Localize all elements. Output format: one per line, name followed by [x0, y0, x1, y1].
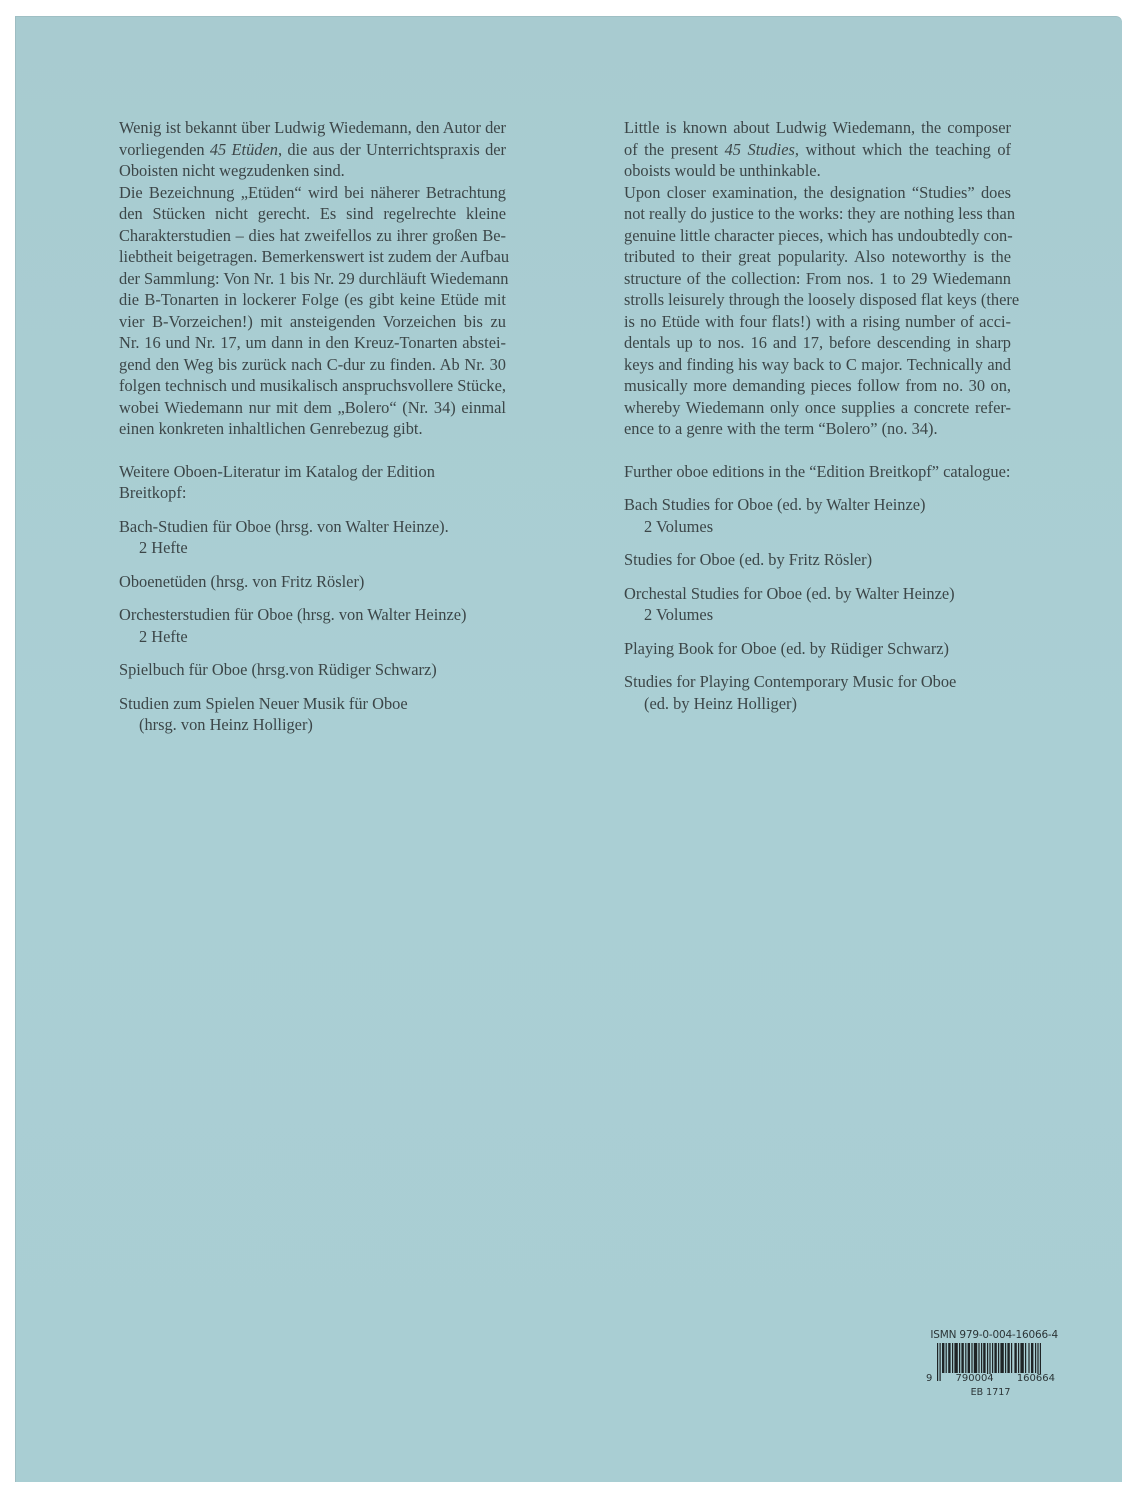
text-line: is no Etüde with four flats!) with a rising number of acci-: [624, 311, 1011, 331]
catalog-item-volumes: 2 Volumes: [644, 516, 714, 536]
barcode-digits-left: 790004: [955, 1373, 994, 1384]
barcode-image: [923, 1343, 1058, 1383]
text-line: whereby Wiedemann only once supplies a concrete refer-: [624, 397, 1011, 417]
barcode-digits: [923, 1374, 1058, 1384]
text-line: Charakterstudien – dies hat zweifellos zu ihrer großen Be-: [119, 225, 506, 245]
text-line: liebtheit beigetragen. Bemerkenswert ist zudem der Aufbau: [119, 247, 510, 266]
catalog-item: [624, 494, 1011, 537]
catalog-item-title: Oboenetüden (hrsg. von Fritz Rösler): [119, 571, 365, 591]
barcode-block: [923, 1329, 1058, 1398]
catalog-item-editor: (ed. by Heinz Holliger): [644, 693, 797, 713]
german-catalog-heading: Weitere Oboen-Literatur im Katalog der Edition Breitkopf:: [119, 461, 435, 502]
text-line: vier B-Vorzeichen!) mit ansteigenden Vorzeichen bis zu: [119, 311, 506, 331]
text-line: ence to a genre with the term “Bolero” (no. 34).: [624, 419, 938, 438]
text-fragment: vorliegenden: [119, 139, 210, 159]
german-column: [119, 117, 510, 748]
text-line: tributed to their great popularity. Also noteworthy is the: [624, 247, 1011, 266]
back-cover-page: [15, 16, 1122, 1482]
text-fragment: of the present: [624, 139, 725, 159]
text-line: not really do justice to the works: they are nothing less than: [624, 204, 1016, 223]
edition-number: EB 1717: [970, 1387, 1011, 1398]
text-line: die B-Tonarten in lockerer Folge (es gibt keine Etüde mit: [119, 290, 506, 309]
catalog-item: [624, 638, 1011, 660]
text-line: Little is known about Ludwig Wiedemann, the composer: [624, 118, 1011, 137]
work-title-italic: 45 Etüden: [209, 139, 278, 159]
text-line: Oboisten nicht wegzudenken sind.: [119, 161, 345, 180]
text-line: gend den Weg bis zurück nach C-dur zu finden. Ab Nr. 30: [119, 354, 506, 374]
text-line: dentals up to nos. 16 and 17, before descending in sharp: [624, 333, 1011, 352]
german-intro-paragraph: [119, 117, 506, 182]
text-line: strolls leisurely through the loosely disposed flat keys (there: [624, 290, 1020, 309]
catalog-item-volumes: 2 Hefte: [139, 626, 188, 646]
catalog-item: [119, 516, 506, 559]
catalog-item: [624, 671, 1011, 714]
text-line: genuine little character pieces, which has undoubtedly con-: [624, 225, 1013, 245]
catalog-item-title: Orchesterstudien für Oboe (hrsg. von Walter Heinze): [119, 605, 467, 624]
text-line: [119, 139, 506, 161]
text-line: wobei Wiedemann nur mit dem „Bolero“ (Nr. 34) einmal: [119, 397, 506, 417]
text-line: einen konkreten inhaltlichen Genrebezug gibt.: [119, 419, 423, 438]
barcode-digits-right: 160664: [1016, 1373, 1055, 1384]
catalog-item-volumes: 2 Hefte: [139, 538, 188, 557]
catalog-item: [119, 604, 506, 647]
catalog-item: [624, 549, 1011, 571]
catalog-item-title: Bach Studies for Oboe (ed. by Walter Heinze): [624, 495, 926, 514]
text-line: den Stücken nicht gerecht. Es sind regelrechte kleine: [119, 204, 506, 223]
ismn-label: ISMN 979-0-004-16066-4: [930, 1329, 1058, 1341]
catalog-item-title: Studies for Oboe (ed. by Fritz Rösler): [624, 550, 873, 569]
catalog-item-editor: (hrsg. von Heinz Holliger): [139, 715, 313, 734]
text-line: structure of the collection: From nos. 1 to 29 Wiedemann: [624, 268, 1011, 288]
catalog-item: [119, 571, 506, 593]
work-title-italic: 45 Studies: [724, 139, 795, 159]
text-line: Wenig ist bekannt über Ludwig Wiedemann, den Autor der: [119, 118, 506, 137]
text-line: Nr. 16 und Nr. 17, um dann in den Kreuz-Tonarten abstei-: [119, 333, 506, 352]
english-catalog-list: [624, 494, 1011, 714]
text-line: Upon closer examination, the designation “Studies” does: [624, 182, 1011, 202]
text-line: oboists would be unthinkable.: [624, 161, 821, 180]
english-column: [624, 117, 1020, 726]
catalog-item-title: Studien zum Spielen Neuer Musik für Oboe: [119, 693, 408, 713]
barcode-digit-lead: 9: [926, 1373, 933, 1384]
catalog-item-title: Spielbuch für Oboe (hrsg.von Rüdiger Schwarz): [119, 660, 437, 679]
text-line: Die Bezeichnung „Etüden“ wird bei näherer Betrachtung: [119, 182, 506, 202]
english-intro-paragraph: [624, 117, 1011, 182]
text-line: der Sammlung: Von Nr. 1 bis Nr. 29 durchläuft Wiedemann: [119, 268, 509, 288]
german-body-paragraph: [119, 182, 510, 440]
english-body-paragraph: [624, 182, 1020, 440]
text-line: musically more demanding pieces follow from no. 30 on,: [624, 376, 1011, 395]
catalog-item-title: Bach-Studien für Oboe (hrsg. von Walter Heinze).: [119, 516, 449, 536]
catalog-item-volumes: 2 Volumes: [644, 605, 714, 624]
english-catalog-heading: Further oboe editions in the “Edition Breitkopf” catalogue:: [624, 461, 1011, 481]
catalog-item: [624, 583, 1011, 626]
catalog-item-title: Studies for Playing Contemporary Music for Oboe: [624, 672, 957, 691]
catalog-item-title: Playing Book for Oboe (ed. by Rüdiger Schwarz): [624, 638, 950, 658]
catalog-item: [119, 659, 506, 681]
catalog-item-title: Orchestal Studies for Oboe (ed. by Walter Heinze): [624, 583, 955, 603]
text-line: [624, 139, 1011, 161]
german-catalog-list: [119, 516, 506, 736]
text-fragment: , without which the teaching of: [794, 139, 1011, 159]
text-line: folgen technisch und musikalisch anspruchsvollere Stücke,: [119, 376, 506, 395]
text-line: keys and finding his way back to C major. Technically and: [624, 354, 1011, 374]
catalog-item: [119, 693, 506, 736]
text-fragment: , die aus der Unterrichtspraxis der: [277, 139, 507, 159]
